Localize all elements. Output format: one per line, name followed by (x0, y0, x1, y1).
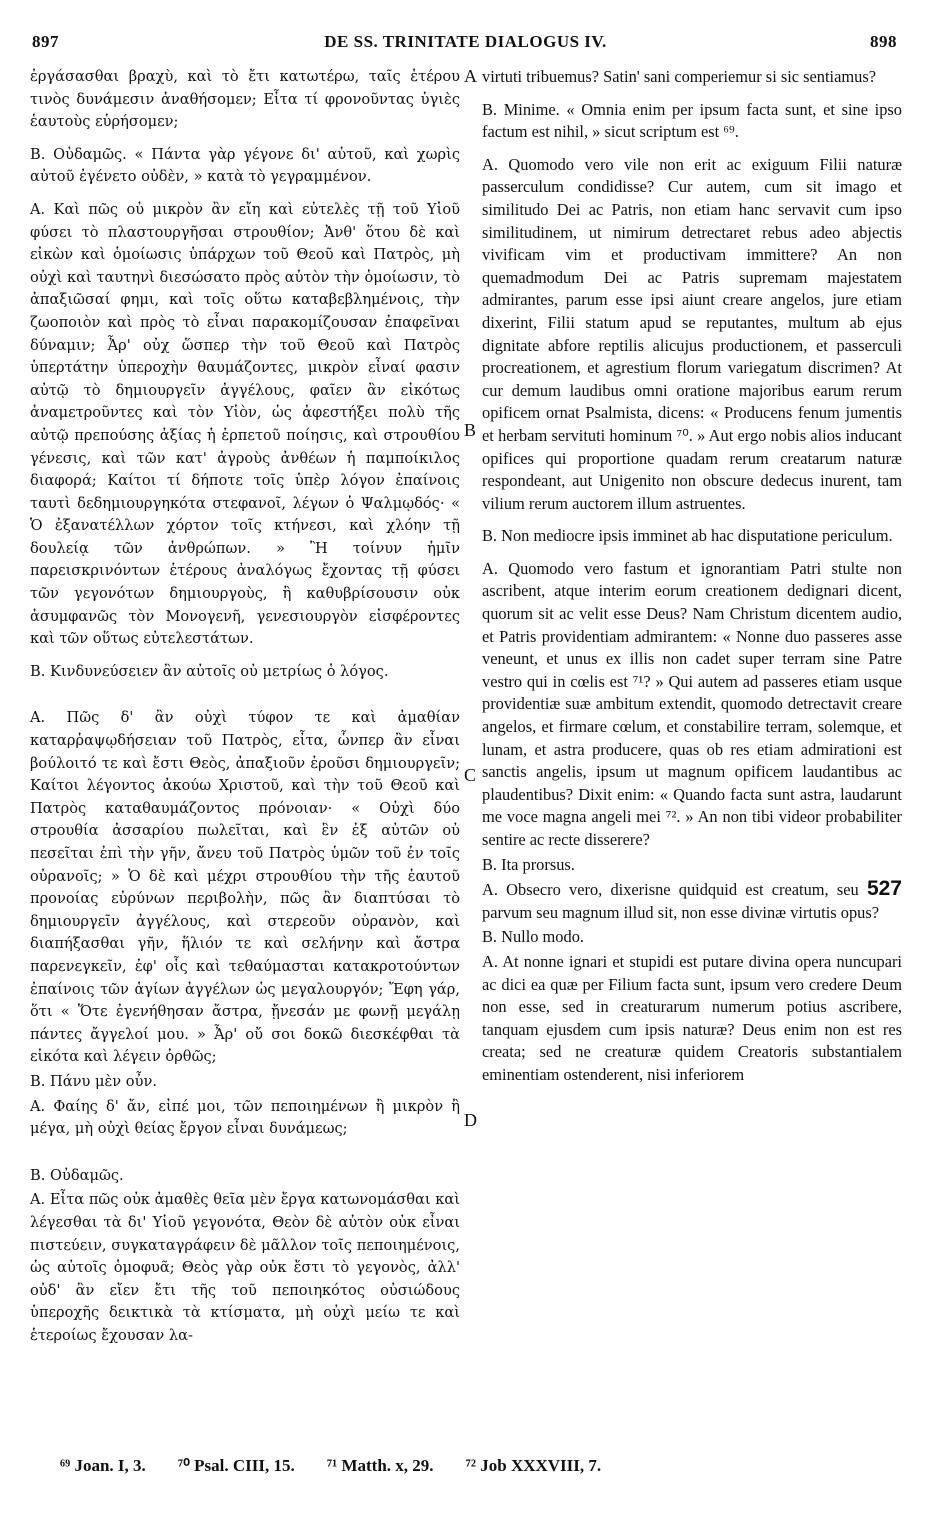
latin-paragraph: B. Non mediocre ipsis imminet ab hac disputatione periculum. (482, 526, 893, 546)
latin-paragraph: A. Quomodo vero vile non erit ac exiguum Filii naturæ passerculum condidisse? Cur autem, cum sit imago et similitudo Dei ac Patris, non etiam hanc servavit cum ipso similitudinem, ut nimirum detrectaret rebus adeo abjectis vivificam vim et productivam immittere? An non quemadmodum Dei ac Patris supremam majestatem admirantes, parum esse ipsi aiunt creare angelos, jure etiam dixerint, Filii statum apud se reputantes, multum ab ejus dignitate abfore reptilis alicujus productionem, et passerculi procreationem, et agrestium florum variegatum discrimen? At cur demum laudibus omni oratione majoribus earum rerum opificem ornat Psalmista, dicens: « Producens fenum jumentis et herbam servituti hominum ⁷⁰. » Aut ergo nobis alios inducant opifices qui proportione quadam rerum creatarum naturæ respondeant, aut Unigenito non obscure dedecus inurent, tam vilium rerum auctorem illum astruentes. (482, 154, 902, 513)
running-title: DE SS. TRINITATE DIALOGUS IV. (324, 32, 607, 51)
latin-paragraph: A. Quomodo vero fastum et ignorantiam Patri stulte non ascribent, atque interim eorum creationem dedignari dicent, quorum sit ac velit esse Deus? Nam Christum dicentem audio, et Patris providentiam admirantem: « Nonne duo passeres asse veneunt, et unus ex illis non cadet super terram sine Patre vestro qui in cœlis est ⁷¹? » Qui autem ad passeres etiam usque providentiæ suæ ambitum extendit, quomodo detrectavit creare angelos, et firmare cœlum, et constabilire terram, solemque, et lunam, et astra producere, quas ob res etiam admirationi est sanctis angelis, ipsum ut magnum opificem laudantibus ac plaudentibus? Dixit enim: « Quando facta sunt astra, laudarunt me voce magna angeli mei ⁷². » An non tibi videor probabiliter sentire ac recte disserere? (482, 558, 902, 849)
page-header (30, 32, 901, 58)
greek-paragraph: Β. Κινδυνεύσειεν ἂν αὐτοῖς οὐ μετρίως ὁ λόγος. (30, 662, 389, 680)
footnote: ⁷⁰ Psal. CIII, 15. (178, 1456, 295, 1475)
footnote: ⁷¹ Matth. x, 29. (327, 1456, 434, 1475)
greek-paragraph: Α. Καὶ πῶς οὐ μικρὸν ἂν εἴη καὶ εὐτελὲς τῇ τοῦ Υἱοῦ φύσει τὸ πλαστουργῆσαι στρουθίον; Ἀνθ' ὅτου δὲ καὶ εἰκὼν καὶ ὁμοίωσις ὑπάρχων τοῦ Θεοῦ καὶ Πατρὸς, μὴ οὐχὶ καὶ ταυτηνὶ διεσώσατο πρὸς αὐτὸν τὴν ὁμοίωσιν, τὸ ἀπαξιῶσαί φημι, καὶ τοῖς οὕτω καταβεβλημένοις, τὴν ζωοποιὸν καὶ πρὸς τὸ εἶναι παρακομίζουσαν ἐπαφεῖναι δύναμιν; Ἆρ' οὐχ ὥσπερ τὴν τοῦ Θεοῦ καὶ Πατρὸς ὑπερτάτην ὑπεροχὴν θαυμάζοντες, μικρὸν εἶναί φασιν αὐτῷ τὸ δημιουργεῖν ἀγγέλους, φαῖεν ἂν εἰκότως ἀναμετροῦντες καὶ τὸν Υἱὸν, ὡς ἀφεστήξει πολὺ τῆς αὐτῷ πρεπούσης ἀξίας ἡ ἑρπετοῦ ποίησις, καὶ στρουθίου γένεσις, καὶ τῶν κατ' ἀγροὺς ἀνθέων ἡ παμποίκιλος διαφορά; Καίτοι τί δήποτε τοῖς ὑπὲρ λόγον ἐπαίνοις ταυτὶ δεδημιουργηκότα στεφανοῖ, λέγων ὁ Ψαλμῳδός· « Ὁ ἐξανατέλλων χόρτον τοῖς κτήνεσι, καὶ χλόην τῇ δουλείᾳ τῶν ἀνθρώπων. » Ἢ τοίνυν ἡμῖν παρεισκρινόντων ἑτέρους ἀναλόγως ἔχοντας τῇ φύσει τῶν γεγονότων δημιουργοὺς, ἢ καθυβρίσουσιν οὐκ ἀσυμφανῶς τὸν Μονογενῆ, γενεσιουργὸν εἰσφέροντες καὶ τῶν οὕτως εὐτελεστάτων. (30, 200, 460, 648)
latin-paragraph: B. Nullo modo. (482, 927, 584, 947)
greek-paragraph: Α. Φαίης δ' ἄν, εἰπέ μοι, τῶν πεποιημένων ἢ μικρὸν ἢ μέγα, μὴ οὐχὶ θείας ἔργον εἶναι δυνάμεως; (30, 1097, 460, 1138)
latin-paragraph: B. Minime. « Omnia enim per ipsum facta sunt, et sine ipso factum est nihil, » sicut scriptum est ⁶⁹. (482, 99, 902, 142)
greek-paragraph: Α. Πῶς δ' ἂν οὐχὶ τύφον τε καὶ ἀμαθίαν καταρῥαψῳδήσειαν τοῦ Πατρὸς, εἶτα, ὧνπερ ἂν εἶναι βούλοιτό τε καὶ ἔστι Θεὸς, ἀπαξιοῦν ἐροῦσι δημιουργεῖν; Καίτοι λέγοντος ἀκούω Χριστοῦ, καὶ τὴν τοῦ Θεοῦ καὶ Πατρὸς καταθαυμάζοντος πρόνοιαν· « Οὐχὶ δύο στρουθία ἀσσαρίου πωλεῖται, καὶ ἓν ἐξ αὐτῶν οὐ πεσεῖται ἐπὶ τὴν γῆν, ἄνευ τοῦ Πατρὸς ὑμῶν τοῦ ἐν τοῖς οὐρανοῖς; » Ὁ δὲ καὶ μέχρι στρουθίου τὴν τῆς ἑαυτοῦ προνοίας εὐρύνων περιβολὴν, πῶς ἂν διαπτύσαι τὸ δημιουργεῖν ἀγγέλους, καὶ στερεοῦν οὐρανὸν, καὶ διαπήξασθαι γῆν, ἥλιόν τε καὶ σελήνην καὶ ἄστρα παρενεγκεῖν, ἐφ' οἷς καὶ τεθαύμασται κατακροτούντων ἐπαίνοις τῶν ἁγίων ἀγγέλων ὡς μεγαλουργόν; Ἔφη γάρ, ὅτι « Ὅτε ἐγενήθησαν ἄστρα, ᾔνεσάν με φωνῇ μεγάλῃ πάντες ἄγγελοί μου. » Ἆρ' οὔ σοι δοκῶ διεσκέφθαι τὰ εἰκότα καὶ λέγειν ὀρθῶς; (30, 709, 460, 1066)
margin-mark-d: D (464, 1110, 477, 1130)
greek-paragraph: Β. Πάνυ μὲν οὖν. (30, 1072, 157, 1090)
latin-paragraph: B. Ita prorsus. (482, 854, 575, 874)
footnote: ⁶⁹ Joan. I, 3. (60, 1456, 146, 1475)
latin-text: seu (836, 880, 859, 900)
left-page-number: 897 (32, 32, 59, 51)
latin-text: A. Obsecro vero, dixerisne quidquid est creatum, (482, 880, 837, 900)
latin-paragraph-with-column-number (482, 878, 902, 924)
margin-mark-b: B (464, 420, 477, 440)
latin-paragraph: A. At nonne ignari et stupidi est putare divina opera nuncupari ac dici ea quæ per Filium facta sunt, ipsum vero credere Deum non esse, sed in creaturarum numerum potius ascribere, tanquam ejusdem cum ipsis naturæ? Deus enim non est res creata; sed ne creaturæ quidem Creatoris substantialem eminentiam ostenderent, nisi inferiorem (482, 951, 902, 1084)
footnotes (60, 1456, 901, 1476)
margin-mark-a: A (464, 66, 477, 86)
greek-paragraph: Β. Οὐδαμῶς. (30, 1166, 124, 1184)
latin-text: parvum seu magnum illud sit, non esse divinæ virtutis opus? (482, 902, 879, 922)
latin-paragraph: virtuti tribuemus? Satin' sani comperiemur si sic sentiamus? (482, 67, 876, 86)
column-number: 527 (866, 877, 902, 901)
margin-mark-c: C (464, 765, 477, 785)
greek-paragraph: Β. Οὐδαμῶς. « Πάντα γὰρ γέγονε δι' αὐτοῦ, καὶ χωρὶς αὐτοῦ ἐγένετο οὐδὲν, » κατὰ τὸ γεγραμμένον. (30, 145, 460, 186)
footnote: ⁷² Job XXXVIII, 7. (465, 1456, 602, 1475)
greek-paragraph: Α. Εἶτα πῶς οὐκ ἀμαθὲς θεῖα μὲν ἔργα κατωνομάσθαι καὶ λέγεσθαι τὰ δι' Υἱοῦ γεγονότα, Θεὸν δὲ αὐτὸν οὐκ εἶναι πιστεύειν, συγκαταγράφειν δὲ μᾶλλον τοῖς πεποιημένοις, ὡς αὐτοῖς ὁμοφυᾶ; Θεὸς γὰρ οὐκ ἔστι τὸ γεγονὸς, ἀλλ' οὐδ' ἂν εἴεν ἔτι τῆς τοῦ πεποιηκότος οὐσιώδους ὑπεροχῆς δεικτικὰ τὰ κτίσματα, μὴ οὐχὶ μείω τε καὶ ἑτεροίως ἔχουσαν λα- (30, 1191, 460, 1344)
right-page-number: 898 (870, 32, 897, 51)
greek-paragraph: ἐργάσασθαι βραχὺ, καὶ τὸ ἔτι κατωτέρω, ταῖς ἑτέρου τινὸς δυνάμεσιν ἀναθήσομεν; Εἶτα τί φρονοῦντας ὑγιὲς ἑαυτοὺς εὑρήσομεν; (30, 68, 460, 131)
latin-column (482, 66, 902, 1097)
greek-column (30, 66, 460, 1357)
